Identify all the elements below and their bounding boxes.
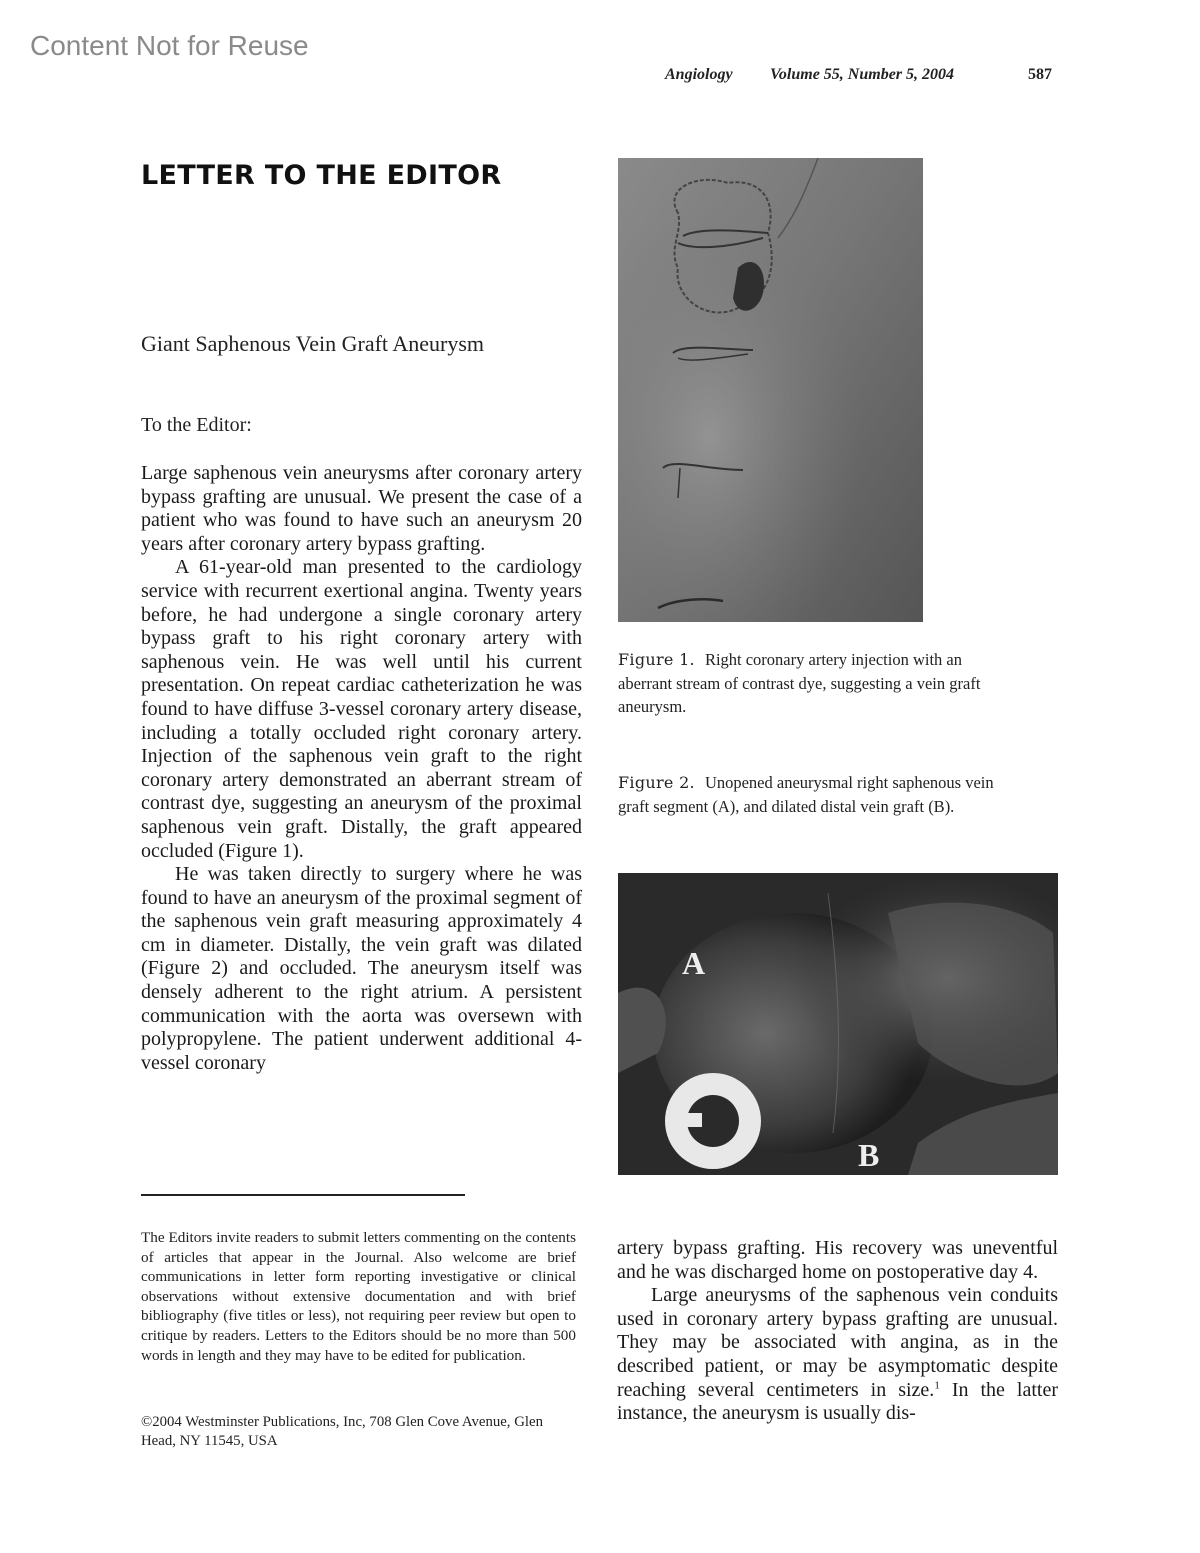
figure-2-marker-b: B: [858, 1137, 880, 1173]
salutation: To the Editor:: [141, 414, 252, 436]
figure-1-label: Figure 1.: [618, 650, 695, 669]
paragraph-discussion-text: Large aneurysms of the saphenous vein conduits used in coronary artery bypass grafting are unusual. They may be associated with angina, as in the described patient, or may be asymptomatic despite reaching several centimeters in size.: [617, 1284, 1058, 1401]
paragraph-surgery: He was taken directly to surgery where he was found to have an aneurysm of the proximal segment of the saphenous vein graft measuring approximately 4 cm in diameter. Distally, the vein graft was dilated (Figure 2) and occluded. The aneurysm itself was densely adherent to the right atrium. A persistent communication with the aorta was oversewn with polypropylene. The patient underwent additional 4-vessel coronary: [141, 863, 582, 1074]
body-column-right: [617, 1237, 1058, 1426]
body-column-left: [141, 462, 582, 1075]
paragraph-discussion-continued: In the latter instance, the aneurysm is usually dis-: [617, 1378, 1058, 1425]
footnote-divider: [141, 1194, 465, 1196]
figure-2-marker-a: A: [682, 945, 706, 981]
figure-2-caption-text: Unopened aneurysmal right saphenous vein graft segment (A), and dilated distal vein graft (B).: [618, 773, 994, 816]
reference-marker: 1: [934, 1378, 940, 1391]
figure-1-caption: [618, 648, 998, 719]
figure-1-angiogram: [618, 158, 923, 622]
paragraph-case: A 61-year-old man presented to the cardiology service with recurrent exertional angina. Twenty years before, he had undergone a single coronary artery bypass graft to his right coronary artery with saphenous vein. He was well until his current presentation. On repeat cardiac catheterization he was found to have diffuse 3-vessel coronary artery disease, including a totally occluded right coronary artery. Injection of the saphenous vein graft to the right coronary artery demonstrated an aberrant stream of contrast dye, suggesting an aneurysm of the proximal saphenous vein graft. Distally, the graft appeared occluded (Figure 1).: [141, 556, 582, 862]
editorial-footnote: The Editors invite readers to submit letters commenting on the contents of articles that appear in the Journal. Also welcome are brief communications in letter form reporting investigative or clinical observations without extensive documentation and with brief bibliography (five titles or less), not requiring peer review but open to critique by readers. Letters to the Editors should be no more than 500 words in length and they may have to be edited for publication.: [141, 1229, 576, 1364]
article-title: Giant Saphenous Vein Graft Aneurysm: [141, 331, 484, 356]
volume-info: Volume 55, Number 5, 2004: [770, 66, 955, 83]
paragraph-recovery: artery bypass grafting. His recovery was uneventful and he was discharged home on postoperative day 4.: [617, 1237, 1058, 1283]
page-number: 587: [1028, 66, 1052, 83]
watermark: Content Not for Reuse: [30, 30, 309, 61]
figure-2-surgical-photo: [618, 873, 1058, 1175]
section-title: LETTER TO THE EDITOR: [141, 160, 502, 191]
copyright-notice: ©2004 Westminster Publications, Inc, 708 Glen Cove Avenue, Glen Head, NY 11545, USA: [141, 1414, 543, 1449]
paragraph-intro: Large saphenous vein aneurysms after coronary artery bypass grafting are unusual. We present the case of a patient who was found to have such an aneurysm 20 years after coronary artery bypass grafting.: [141, 462, 582, 555]
figure-2-caption: [618, 771, 998, 818]
journal-name: Angiology: [665, 66, 733, 83]
figure-2-label: Figure 2.: [618, 773, 695, 792]
figure-1-caption-text: Right coronary artery injection with an aberrant stream of contrast dye, suggesting a vein graft aneurysm.: [618, 650, 981, 716]
paragraph-discussion: [617, 1284, 1058, 1426]
